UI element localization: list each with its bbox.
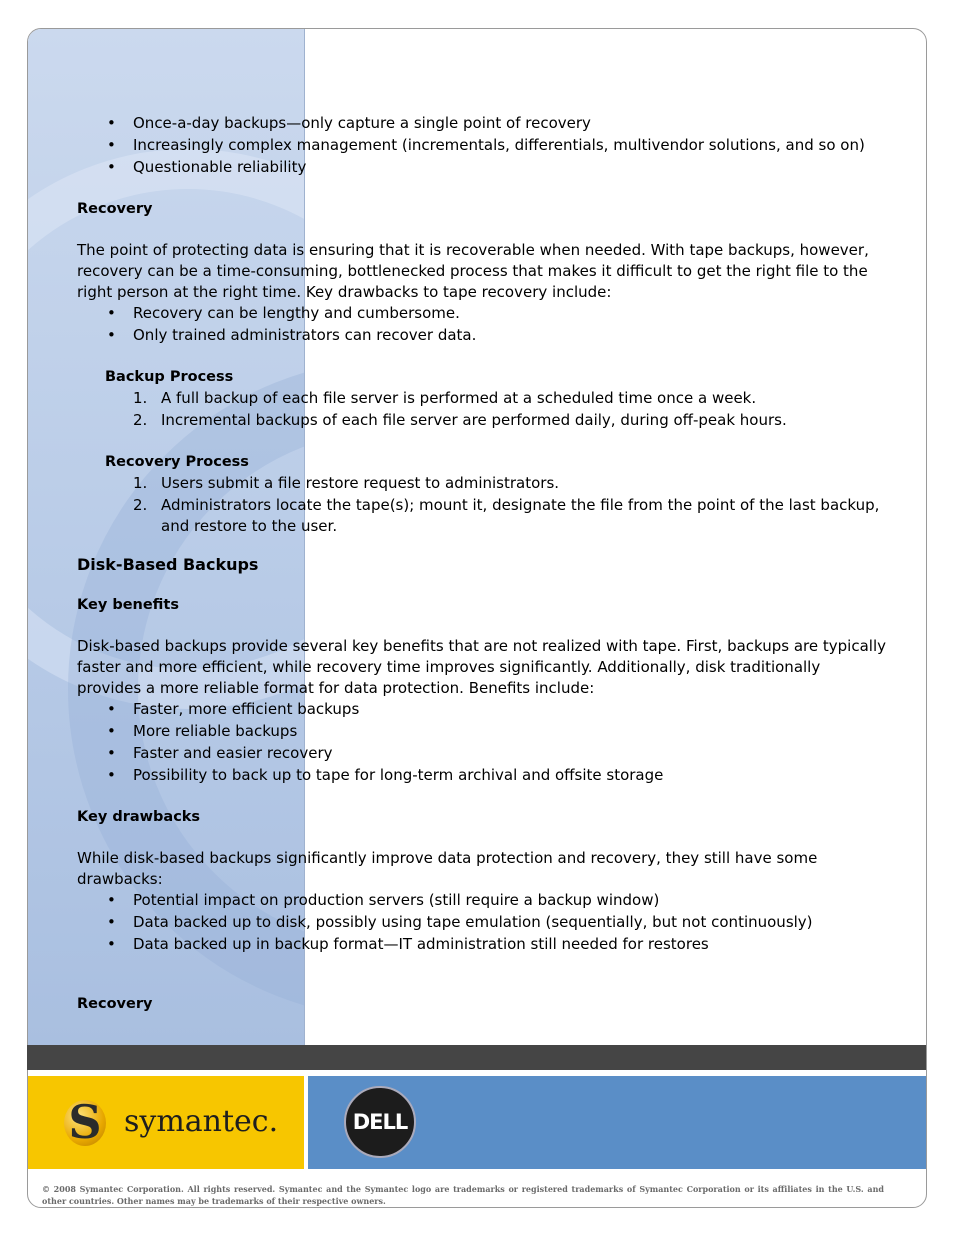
list-item-text: Data backed up in backup format—IT administration still needed for restores (133, 935, 709, 953)
list-item: • Data backed up to disk, possibly using tape emulation (sequentially, but not continuously) (107, 913, 813, 931)
recovery-bullet-list (77, 303, 887, 346)
symantec-logo-block (28, 1076, 304, 1169)
recovery-process-steps (77, 473, 887, 537)
benefits-bullet-list (77, 699, 887, 786)
list-item: • Data backed up in backup format—IT administration still needed for restores (107, 935, 709, 953)
list-item-text: Only trained administrators can recover data. (133, 326, 477, 344)
drawbacks-bullet-list (77, 890, 887, 955)
list-item-text: Faster, more efficient backups (133, 700, 360, 718)
top-bullet-list (77, 113, 887, 178)
list-item: • Questionable reliability (107, 158, 307, 176)
list-item: • Only trained administrators can recover data. (107, 326, 477, 344)
recovery-process-heading: Recovery Process (105, 454, 249, 470)
list-item-text: A full backup of each file server is performed at a scheduled time once a week. (161, 389, 757, 407)
list-item-text: Potential impact on production servers (still require a backup window) (133, 891, 660, 909)
symantec-wordmark: symantec. (124, 1104, 279, 1139)
dell-logo-block (308, 1076, 926, 1169)
list-item: • Once-a-day backups—only capture a single point of recovery (107, 114, 591, 132)
dell-wordmark: DELL (352, 1110, 408, 1134)
document-body (77, 113, 887, 1015)
list-item-text: Incremental backups of each file server are performed daily, during off-peak hours. (161, 411, 787, 429)
list-item-text: More reliable backups (133, 722, 298, 740)
list-item: 2. Administrators locate the tape(s); mount it, designate the file from the point of the last backup, and restore to the user. (133, 496, 880, 535)
list-item: • Potential impact on production servers (still require a backup window) (107, 891, 660, 909)
backup-process-heading: Backup Process (105, 369, 234, 385)
list-item-text: Data backed up to disk, possibly using tape emulation (sequentially, but not continuously) (133, 913, 813, 931)
list-item-text: Administrators locate the tape(s); mount it, designate the file from the point of the last backup, and restore to the user. (161, 496, 880, 535)
list-item-text: Users submit a file restore request to administrators. (161, 474, 560, 492)
list-item: • Faster and easier recovery (107, 744, 333, 762)
disk-based-backups-heading: Disk-Based Backups (77, 555, 259, 574)
list-item: 1. A full backup of each file server is performed at a scheduled time once a week. (133, 389, 757, 407)
symantec-s-mark: S (68, 1095, 102, 1149)
footer-dark-bar (27, 1045, 926, 1070)
list-item: • More reliable backups (107, 722, 298, 740)
key-drawbacks-heading: Key drawbacks (77, 809, 201, 825)
list-item: • Increasingly complex management (incrementals, differentials, multivendor solutions, and so on) (107, 136, 865, 154)
list-item-text: Questionable reliability (133, 158, 307, 176)
list-item: • Faster, more efficient backups (107, 700, 360, 718)
list-item-text: Increasingly complex management (incrementals, differentials, multivendor solutions, and so on) (133, 136, 865, 154)
recovery-paragraph: The point of protecting data is ensuring that it is recoverable when needed. With tape backups, however, recovery can be a time-consuming, bottlenecked process that makes it difficult to get the right file to the right person at the right time. Key drawbacks to tape recovery include: (77, 241, 869, 301)
key-benefits-heading: Key benefits (77, 597, 179, 613)
list-item: • Possibility to back up to tape for long-term archival and offsite storage (107, 766, 664, 784)
recovery-heading: Recovery (77, 201, 153, 217)
list-item-text: Recovery can be lengthy and cumbersome. (133, 304, 460, 322)
list-item-text: Possibility to back up to tape for long-term archival and offsite storage (133, 766, 664, 784)
recovery-heading-2: Recovery (77, 996, 153, 1012)
copyright-notice: © 2008 Symantec Corporation. All rights reserved. Symantec and the Symantec logo are trademarks or registered trademarks of Symantec Corporation or its affiliates in the U.S. and other countries. Other names may be trademarks of their respective owners. (42, 1184, 884, 1206)
key-drawbacks-paragraph: While disk-based backups significantly improve data protection and recovery, they still have some drawbacks: (77, 849, 818, 888)
list-item: 1. Users submit a file restore request to administrators. (133, 474, 560, 492)
list-item-text: Once-a-day backups—only capture a single point of recovery (133, 114, 591, 132)
key-benefits-paragraph: Disk-based backups provide several key benefits that are not realized with tape. First, backups are typically faster and more efficient, while recovery time improves significantly. Additionally, disk traditionally provides a more reliable format for data protection. Benefits include: (77, 637, 886, 697)
backup-process-steps (77, 388, 887, 431)
list-item: • Recovery can be lengthy and cumbersome. (107, 304, 460, 322)
list-item: 2. Incremental backups of each file server are performed daily, during off-peak hours. (133, 411, 787, 429)
list-item-text: Faster and easier recovery (133, 744, 333, 762)
